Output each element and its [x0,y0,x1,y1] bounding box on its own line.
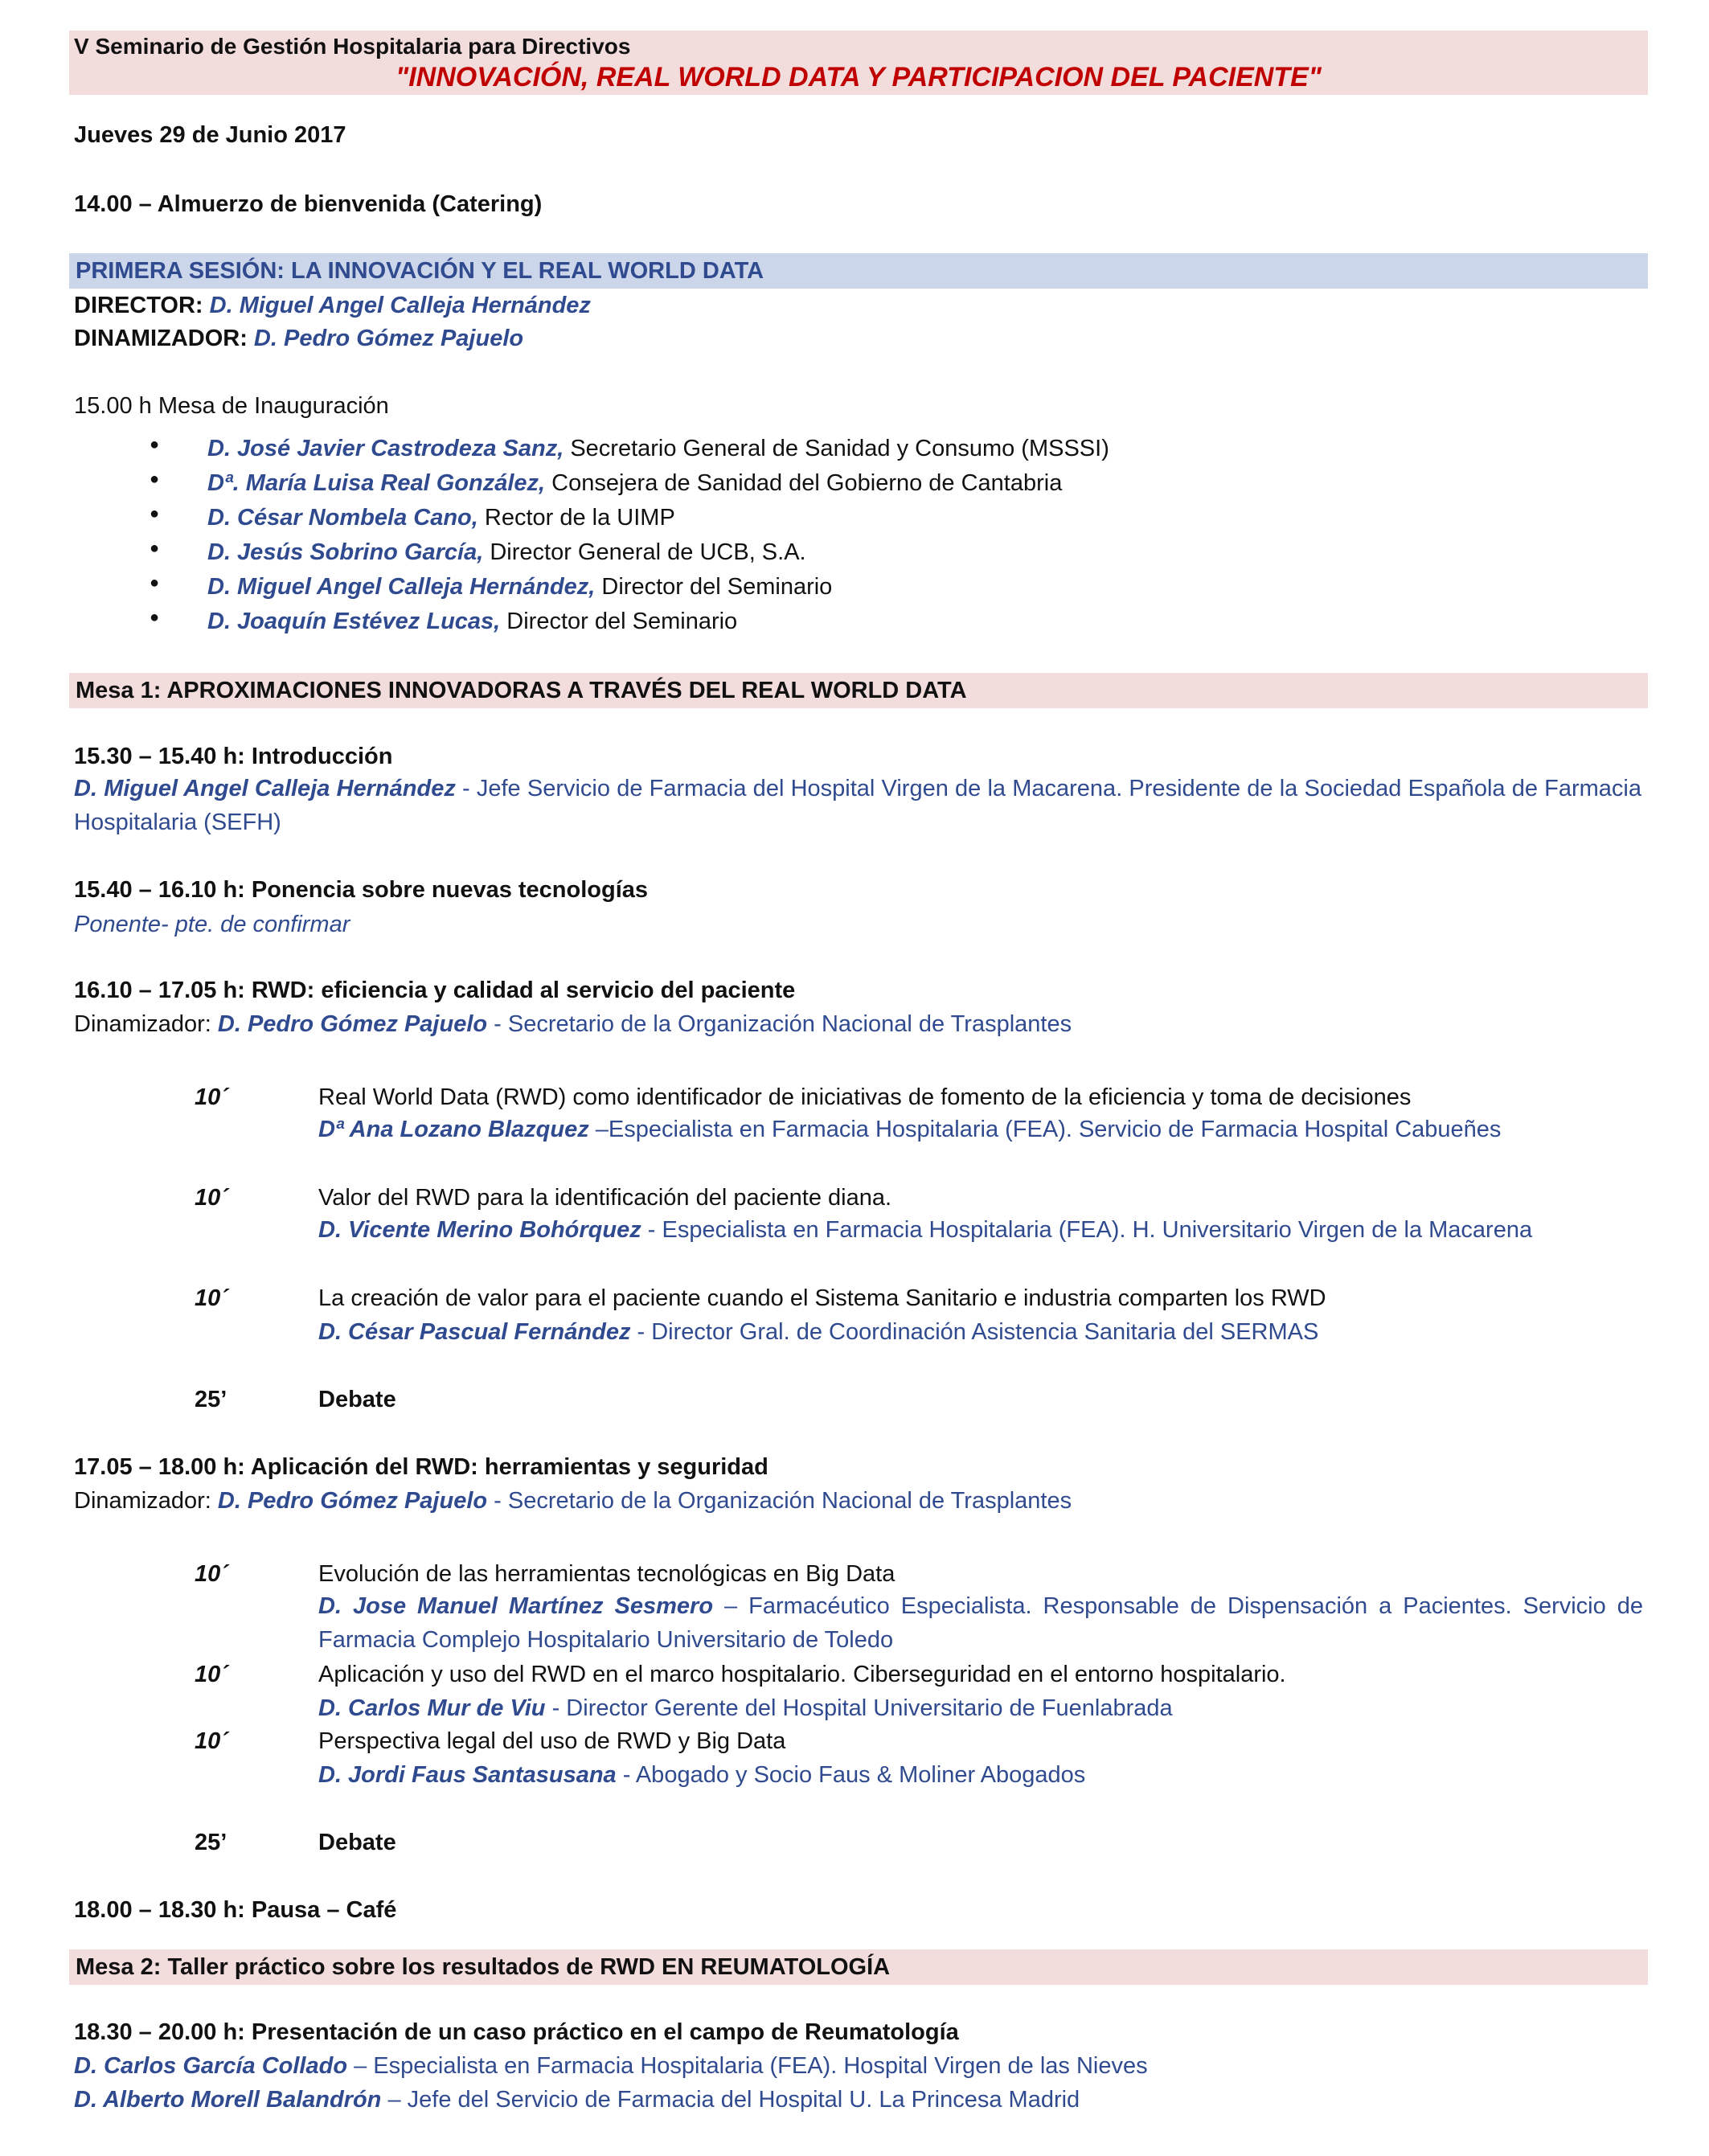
mesa1-bar [69,673,1648,708]
rwd1-time: 16.10 – 17.05 h: RWD: eficiencia y calidad al servicio del paciente [74,978,796,1003]
talk-title: Perspectiva legal del uso de RWD y Big Data [318,1728,786,1754]
mesa2-speaker: D. Carlos García Collado – Especialista en Farmacia Hospitalaria (FEA). Hospital Virgen de las Nieves [74,2053,1148,2079]
seminar-title: V Seminario de Gestión Hospitalaria para Directivos [74,34,631,59]
talk-speaker: D. Vicente Merino Bohórquez - Especialista en Farmacia Hospitalaria (FEA). H. Universitario Virgen de la Macarena [318,1217,1533,1243]
intro-time: 15.30 – 15.40 h: Introducción [74,744,393,769]
list-item: Dª. María Luisa Real González, Consejera de Sanidad del Gobierno de Cantabria [207,470,1063,496]
rwd2-time: 17.05 – 18.00 h: Aplicación del RWD: herramientas y seguridad [74,1454,768,1480]
talk-duration: 10´ [195,1185,228,1211]
bullet-icon: ● [150,505,160,523]
debate-duration: 25’ [195,1387,227,1412]
list-item: D. José Javier Castrodeza Sanz, Secretario General de Sanidad y Consumo (MSSSI) [207,436,1109,461]
rwd1-dinamizador: Dinamizador: D. Pedro Gómez Pajuelo - Secretario de la Organización Nacional de Trasplantes [74,1011,1072,1037]
debate-label: Debate [318,1830,396,1855]
talk-title: Evolución de las herramientas tecnológicas en Big Data [318,1561,895,1587]
dinamizador-name: D. Pedro Gómez Pajuelo [253,326,524,351]
pause-item: 18.00 – 18.30 h: Pausa – Café [74,1897,397,1923]
mesa1-title: Mesa 1: APROXIMACIONES INNOVADORAS A TRAVÉS DEL REAL WORLD DATA [76,678,967,703]
ponencia-time: 15.40 – 16.10 h: Ponencia sobre nuevas tecnologías [74,877,649,903]
mesa2-speaker: D. Alberto Morell Balandrón – Jefe del Servicio de Farmacia del Hospital U. La Princesa Madrid [74,2087,1080,2113]
list-item: D. Jesús Sobrino García, Director General de UCB, S.A. [207,539,806,565]
talk-title: La creación de valor para el paciente cuando el Sistema Sanitario e industria comparten los RWD [318,1285,1326,1311]
session1-title: PRIMERA SESIÓN: LA INNOVACIÓN Y EL REAL WORLD DATA [76,258,764,284]
dinamizador-label: DINAMIZADOR: [74,326,254,351]
talk-speaker: D. César Pascual Fernández - Director Gral. de Coordinación Asistencia Sanitaria del SERMAS [318,1319,1319,1345]
seminar-header [69,31,1648,95]
talk-duration: 10´ [195,1728,228,1754]
talk-speaker: D. Carlos Mur de Viu - Director Gerente del Hospital Universitario de Fuenlabrada [318,1695,1173,1721]
mesa2-bar [69,1949,1648,1985]
intro-speaker: D. Miguel Angel Calleja Hernández - Jefe Servicio de Farmacia del Hospital Virgen de la Macarena. Presidente de la Sociedad Española de Farmacia Hospitalaria (SEFH) [74,776,1642,835]
talk-title: Valor del RWD para la identificación del paciente diana. [318,1185,892,1211]
session1-dinamizador [74,326,523,352]
inauguration-title: 15.00 h Mesa de Inauguración [74,393,389,419]
debate-duration: 25’ [195,1830,227,1855]
seminar-subtitle: "INNOVACIÓN, REAL WORLD DATA Y PARTICIPACION DEL PACIENTE" [395,62,1322,92]
session1-director [74,293,591,319]
talk-duration: 10´ [195,1285,228,1311]
mesa2-time: 18.30 – 20.00 h: Presentación de un caso práctico en el campo de Reumatología [74,2019,959,2045]
event-date: Jueves 29 de Junio 2017 [74,122,346,148]
list-item: D. César Nombela Cano, Rector de la UIMP [207,505,675,531]
bullet-icon: ● [150,609,160,626]
talk-duration: 10´ [195,1084,228,1110]
talk-duration: 10´ [195,1561,228,1587]
talk-speaker: D. Jordi Faus Santasusana - Abogado y Socio Faus & Moliner Abogados [318,1762,1086,1788]
ponencia-speaker: Ponente- pte. de confirmar [74,912,350,937]
talk-speaker: D. Jose Manuel Martínez Sesmero – Farmacéutico Especialista. Responsable de Dispensación a Pacientes. Servicio de Farmacia Complejo Hospitalario Universitario de Toledo [318,1593,1643,1653]
debate-label: Debate [318,1387,396,1412]
bullet-icon: ● [150,436,160,453]
talk-duration: 10´ [195,1662,228,1687]
list-item: D. Miguel Angel Calleja Hernández, Director del Seminario [207,574,833,600]
talk-title: Real World Data (RWD) como identificador de iniciativas de fomento de la eficiencia y toma de decisiones [318,1084,1412,1110]
mesa2-title: Mesa 2: Taller práctico sobre los resultados de RWD EN REUMATOLOGÍA [76,1954,891,1980]
bullet-icon: ● [150,470,160,488]
director-name: D. Miguel Angel Calleja Hernández [209,293,591,318]
list-item: D. Joaquín Estévez Lucas, Director del Seminario [207,609,738,634]
rwd2-dinamizador: Dinamizador: D. Pedro Gómez Pajuelo - Secretario de la Organización Nacional de Trasplantes [74,1488,1072,1514]
session1-bar [69,253,1648,289]
lunch-item: 14.00 – Almuerzo de bienvenida (Catering) [74,191,543,217]
director-label: DIRECTOR: [74,293,210,318]
bullet-icon: ● [150,539,160,557]
talk-speaker: Dª Ana Lozano Blazquez –Especialista en Farmacia Hospitalaria (FEA). Servicio de Farmacia Hospital Cabueñes [318,1117,1502,1142]
bullet-icon: ● [150,574,160,592]
talk-title: Aplicación y uso del RWD en el marco hospitalario. Ciberseguridad en el entorno hospitalario. [318,1662,1286,1687]
